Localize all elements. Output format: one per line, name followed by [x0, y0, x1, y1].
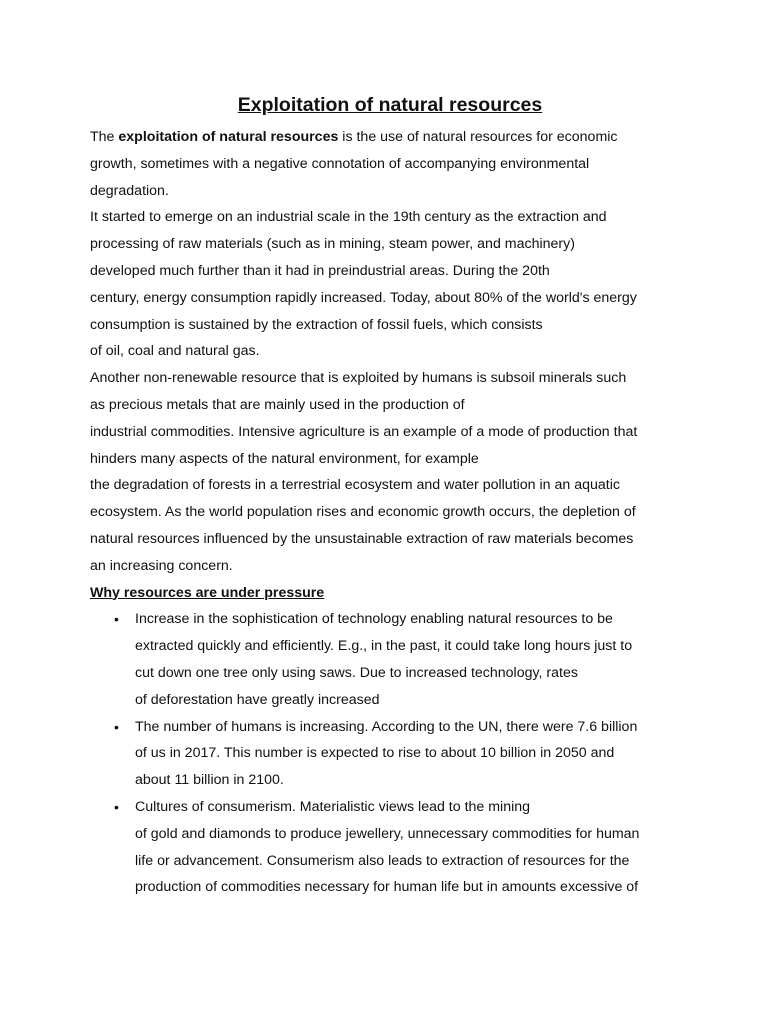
- paragraph-intro: [90, 124, 690, 204]
- paragraph-line: hinders many aspects of the natural environment, for example: [90, 450, 479, 467]
- paragraph-line: [90, 124, 690, 151]
- paragraph-line: natural resources influenced by the unsustainable extraction of raw materials becomes: [90, 530, 634, 547]
- paragraph-line: Another non-renewable resource that is exploited by humans is subsoil minerals such: [90, 370, 627, 387]
- bullet-line: Cultures of consumerism. Materialistic views lead to the mining: [135, 798, 531, 815]
- section-heading: Why resources are under pressure: [90, 584, 325, 601]
- document-title: Exploitation of natural resources: [237, 94, 543, 116]
- paragraph-line: growth, sometimes with a negative connotation of accompanying environmental: [90, 155, 590, 172]
- paragraph-non-renewable: [90, 365, 690, 579]
- paragraph-line: processing of raw materials (such as in mining, steam power, and machinery): [90, 236, 575, 253]
- paragraph-line: degradation.: [90, 182, 169, 199]
- bullet-item-consumerism: [90, 794, 690, 901]
- bullet-line: production of commodities necessary for human life but in amounts excessive of: [135, 879, 639, 896]
- paragraph-industrial: [90, 204, 690, 365]
- bullet-icon: •: [114, 718, 119, 735]
- bullet-line: of us in 2017. This number is expected to rise to about 10 billion in 2050 and: [135, 745, 615, 762]
- text-run: The: [90, 129, 119, 145]
- paragraph-line: It started to emerge on an industrial scale in the 19th century as the extraction and: [90, 209, 607, 226]
- bullet-icon: •: [114, 798, 119, 815]
- paragraph-line: consumption is sustained by the extraction of fossil fuels, which consists: [90, 316, 543, 333]
- paragraph-line: developed much further than it had in preindustrial areas. During the 20th: [90, 262, 550, 279]
- bullet-line: about 11 billion in 2100.: [135, 772, 284, 789]
- document-content: [90, 92, 690, 901]
- bullet-item-technology: [90, 606, 690, 713]
- bullet-line: of deforestation have greatly increased: [135, 691, 380, 708]
- paragraph-line: of oil, coal and natural gas.: [90, 343, 260, 360]
- bullet-line: Increase in the sophistication of technology enabling natural resources to be: [135, 611, 613, 628]
- paragraph-line: ecosystem. As the world population rises and economic growth occurs, the depletion of: [90, 504, 636, 521]
- bullet-icon: •: [114, 611, 119, 628]
- bold-term: exploitation of natural resources: [118, 129, 339, 145]
- text-run: is the use of natural resources for economic: [338, 129, 618, 145]
- bullet-line: of gold and diamonds to produce jewellery, unnecessary commodities for human: [135, 825, 640, 842]
- bullet-line: extracted quickly and efficiently. E.g., in the past, it could take long hours just to: [135, 638, 633, 655]
- paragraph-line: century, energy consumption rapidly increased. Today, about 80% of the world's energy: [90, 289, 637, 306]
- paragraph-line: industrial commodities. Intensive agriculture is an example of a mode of production that: [90, 423, 638, 440]
- paragraph-line: as precious metals that are mainly used in the production of: [90, 396, 465, 413]
- bullet-item-population: [90, 714, 690, 794]
- bullet-line: The number of humans is increasing. According to the UN, there were 7.6 billion: [135, 718, 638, 735]
- bullet-line: life or advancement. Consumerism also leads to extraction of resources for the: [135, 852, 630, 869]
- bullet-line: cut down one tree only using saws. Due to increased technology, rates: [135, 664, 578, 681]
- paragraph-line: the degradation of forests in a terrestrial ecosystem and water pollution in an aquatic: [90, 477, 620, 494]
- paragraph-line: an increasing concern.: [90, 557, 233, 574]
